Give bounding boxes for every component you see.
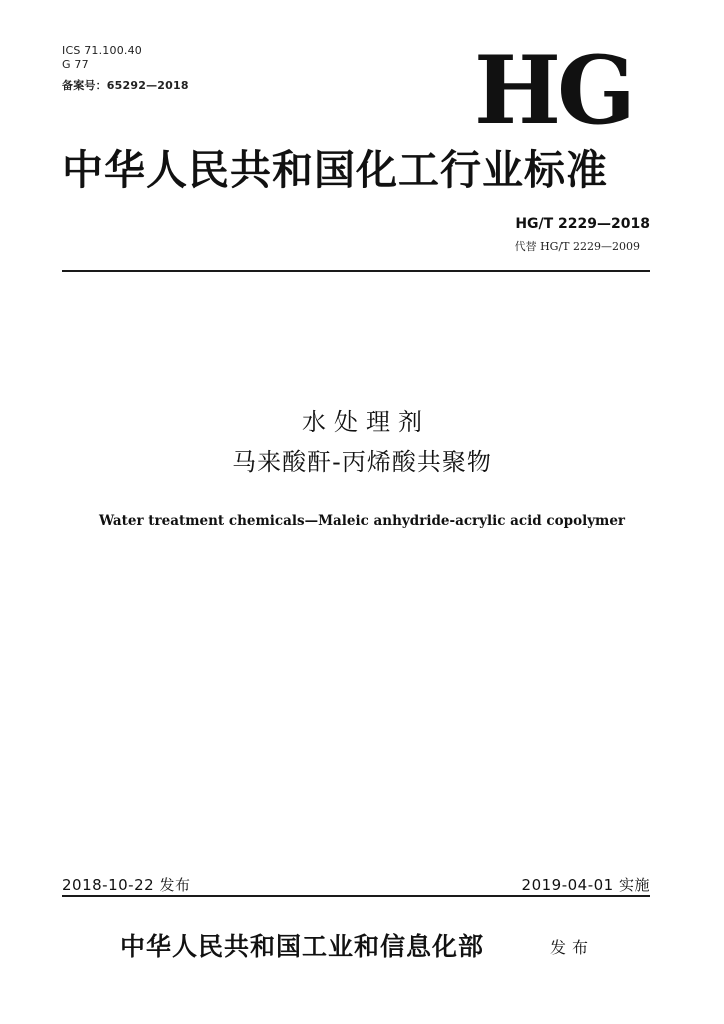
document-title-english: Water treatment chemicals—Maleic anhydride-acrylic acid copolymer xyxy=(98,513,626,529)
publisher-name: 中华人民共和国工业和信息化部 xyxy=(120,932,485,961)
implementation-date: 2019-04-01 实施 xyxy=(521,876,650,894)
document-title-line2: 马来酸酐-丙烯酸共聚物 xyxy=(232,448,492,476)
classification-code: G 77 xyxy=(62,58,89,71)
publish-label: 发布 xyxy=(550,938,595,957)
standard-number: HG/T 2229—2018 xyxy=(515,216,650,232)
replaces-standard: 代替 HG/T 2229—2009 xyxy=(514,240,640,253)
ics-code: ICS 71.100.40 xyxy=(62,44,142,57)
bottom-divider xyxy=(62,895,650,897)
issue-date: 2018-10-22 发布 xyxy=(62,876,191,894)
record-number: 备案号：65292—2018 xyxy=(62,79,189,92)
top-divider xyxy=(62,270,650,272)
standard-type-title: 中华人民共和国化工行业标准 xyxy=(62,146,608,194)
document-title-line1: 水处理剂 xyxy=(302,408,430,436)
hg-logo: HG xyxy=(474,36,632,146)
